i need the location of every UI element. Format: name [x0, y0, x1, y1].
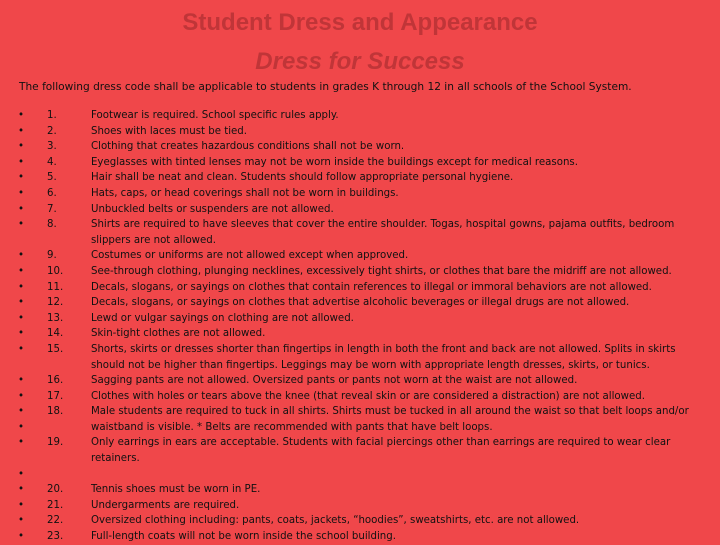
rule-number: 23.	[47, 531, 64, 543]
bullet-icon: •	[17, 468, 24, 480]
rule-number: 12.	[47, 297, 64, 309]
bullet-icon: •	[17, 219, 24, 231]
rule-text: Skin-tight clothes are not allowed.	[91, 328, 266, 340]
rule-number: 4.	[47, 156, 57, 168]
rule-item	[0, 373, 720, 389]
rule-text: waistband is visible. * Belts are recommended with pants that have belt loops.	[91, 421, 493, 433]
rule-text: Eyeglasses with tinted lenses may not be worn inside the buildings except for medical reasons.	[91, 156, 578, 168]
rule-number: 13.	[47, 312, 64, 324]
rule-text: Shirts are required to have sleeves that cover the entire shoulder. Togas, hospital gowns, pajama outfits, bedroom slippers are not allowed.	[91, 219, 675, 246]
rule-item	[0, 217, 720, 248]
rule-text: Sagging pants are not allowed. Oversized pants or pants not worn at the waist are not allowed.	[91, 375, 578, 387]
rule-text: Footwear is required. School specific rules apply.	[91, 110, 339, 121]
rule-text: See-through clothing, plunging necklines, excessively tight shirts, or clothes that bare the midriff are not allowed.	[91, 265, 672, 277]
rule-item	[0, 404, 720, 420]
rule-text: Clothing that creates hazardous conditions shall not be worn.	[91, 141, 405, 153]
rule-item	[0, 108, 720, 124]
rule-number: 19.	[47, 437, 64, 449]
rule-item	[0, 342, 720, 373]
rule-number: 14.	[47, 328, 64, 340]
bullet-icon: •	[17, 406, 24, 418]
bullet-icon: •	[17, 297, 24, 309]
rule-item	[0, 467, 720, 483]
bullet-icon: •	[17, 250, 24, 262]
rules-list	[0, 108, 720, 545]
bullet-icon: •	[17, 390, 24, 402]
rule-item	[0, 389, 720, 405]
bullet-icon: •	[17, 172, 24, 184]
rule-text: Unbuckled belts or suspenders are not allowed.	[91, 203, 334, 215]
rule-number: 10.	[47, 265, 64, 277]
bullet-icon: •	[17, 484, 24, 496]
rule-text: Clothes with holes or tears above the knee (that reveal skin or are considered a distraction) are not allowed.	[91, 390, 645, 402]
rule-item	[0, 326, 720, 342]
rule-number: 11.	[47, 281, 64, 293]
rule-number: 9.	[47, 250, 57, 262]
rule-text: Costumes or uniforms are not allowed except when approved.	[91, 250, 409, 262]
rule-item	[0, 280, 720, 296]
rule-text: Only earrings in ears are acceptable. Students with facial piercings other than earrings are required to wear clear retainers.	[91, 437, 671, 465]
bullet-icon: •	[17, 141, 24, 153]
rule-text: Tennis shoes must be worn in PE.	[91, 484, 261, 496]
rule-text: Lewd or vulgar sayings on clothing are not allowed.	[91, 312, 354, 324]
rule-text: Hats, caps, or head coverings shall not be worn in buildings.	[91, 187, 399, 199]
page-title: Student Dress and Appearance	[182, 9, 538, 36]
rule-item	[0, 170, 720, 186]
bullet-icon: •	[17, 499, 24, 511]
bullet-icon: •	[17, 421, 24, 433]
rule-number: 6.	[47, 187, 57, 199]
rule-item	[0, 420, 720, 436]
rule-number: 7.	[47, 203, 57, 215]
rule-number: 3.	[47, 141, 57, 153]
rule-number: 2.	[47, 125, 57, 137]
rule-number: 8.	[47, 219, 57, 231]
rule-number: 20.	[47, 484, 64, 496]
rule-text: Hair shall be neat and clean. Students should follow appropriate personal hygiene.	[91, 172, 514, 184]
rule-number: 17.	[47, 390, 64, 402]
bullet-icon: •	[17, 531, 24, 543]
rule-number: 16.	[47, 375, 64, 387]
bullet-icon: •	[17, 515, 24, 527]
bullet-icon: •	[17, 281, 24, 293]
bullet-icon: •	[17, 187, 24, 199]
rule-item	[0, 311, 720, 327]
rule-item	[0, 295, 720, 311]
intro-text: The following dress code shall be applicable to students in grades K through 12 in all schools of the School System.	[19, 81, 632, 93]
rule-item	[0, 513, 720, 529]
page-subtitle: Dress for Success	[255, 48, 465, 75]
rule-item	[0, 498, 720, 514]
rule-item	[0, 139, 720, 155]
rule-item	[0, 529, 720, 545]
rule-number: 5.	[47, 172, 57, 184]
rule-number: 1.	[47, 110, 57, 121]
rule-text: Shoes with laces must be tied.	[91, 125, 248, 137]
rule-text: Oversized clothing including: pants, coats, jackets, “hoodies”, sweatshirts, etc. are not allowed.	[91, 515, 580, 527]
rule-item	[0, 264, 720, 280]
rule-text: Decals, slogans, or sayings on clothes that contain references to illegal or immoral behaviors are not allowed.	[91, 281, 652, 293]
rule-text: Full-length coats will not be worn inside the school building.	[91, 531, 396, 543]
bullet-icon: •	[17, 437, 24, 449]
rule-item	[0, 202, 720, 218]
rule-number: 22.	[47, 515, 64, 527]
bullet-icon: •	[17, 312, 24, 324]
bullet-icon: •	[17, 265, 24, 277]
rule-text: Undergarments are required.	[91, 499, 240, 511]
rule-text: Shorts, skirts or dresses shorter than fingertips in length in both the front and back are not allowed. Splits in skirts should not be higher than fingertips. Leggings may be worn with appropriate length dresses, skirts, or tunics.	[91, 343, 676, 371]
rule-item	[0, 186, 720, 202]
bullet-icon: •	[17, 375, 24, 387]
rule-text	[91, 467, 706, 483]
rule-number: 21.	[47, 499, 64, 511]
bullet-icon: •	[17, 110, 24, 121]
rule-item	[0, 124, 720, 140]
bullet-icon: •	[17, 328, 24, 340]
bullet-icon: •	[17, 125, 24, 137]
rule-item	[0, 482, 720, 498]
bullet-icon: •	[17, 343, 24, 355]
rule-number: 18.	[47, 406, 64, 418]
rule-text: Male students are required to tuck in all shirts. Shirts must be tucked in all around the waist so that belt loops and/or	[91, 406, 689, 418]
bullet-icon: •	[17, 156, 24, 168]
rule-text: Decals, slogans, or sayings on clothes that advertise alcoholic beverages or illegal drugs are not allowed.	[91, 297, 630, 309]
rule-item	[0, 155, 720, 171]
rule-item	[0, 435, 720, 466]
bullet-icon: •	[17, 203, 24, 215]
rule-number: 15.	[47, 343, 64, 355]
rule-item	[0, 248, 720, 264]
